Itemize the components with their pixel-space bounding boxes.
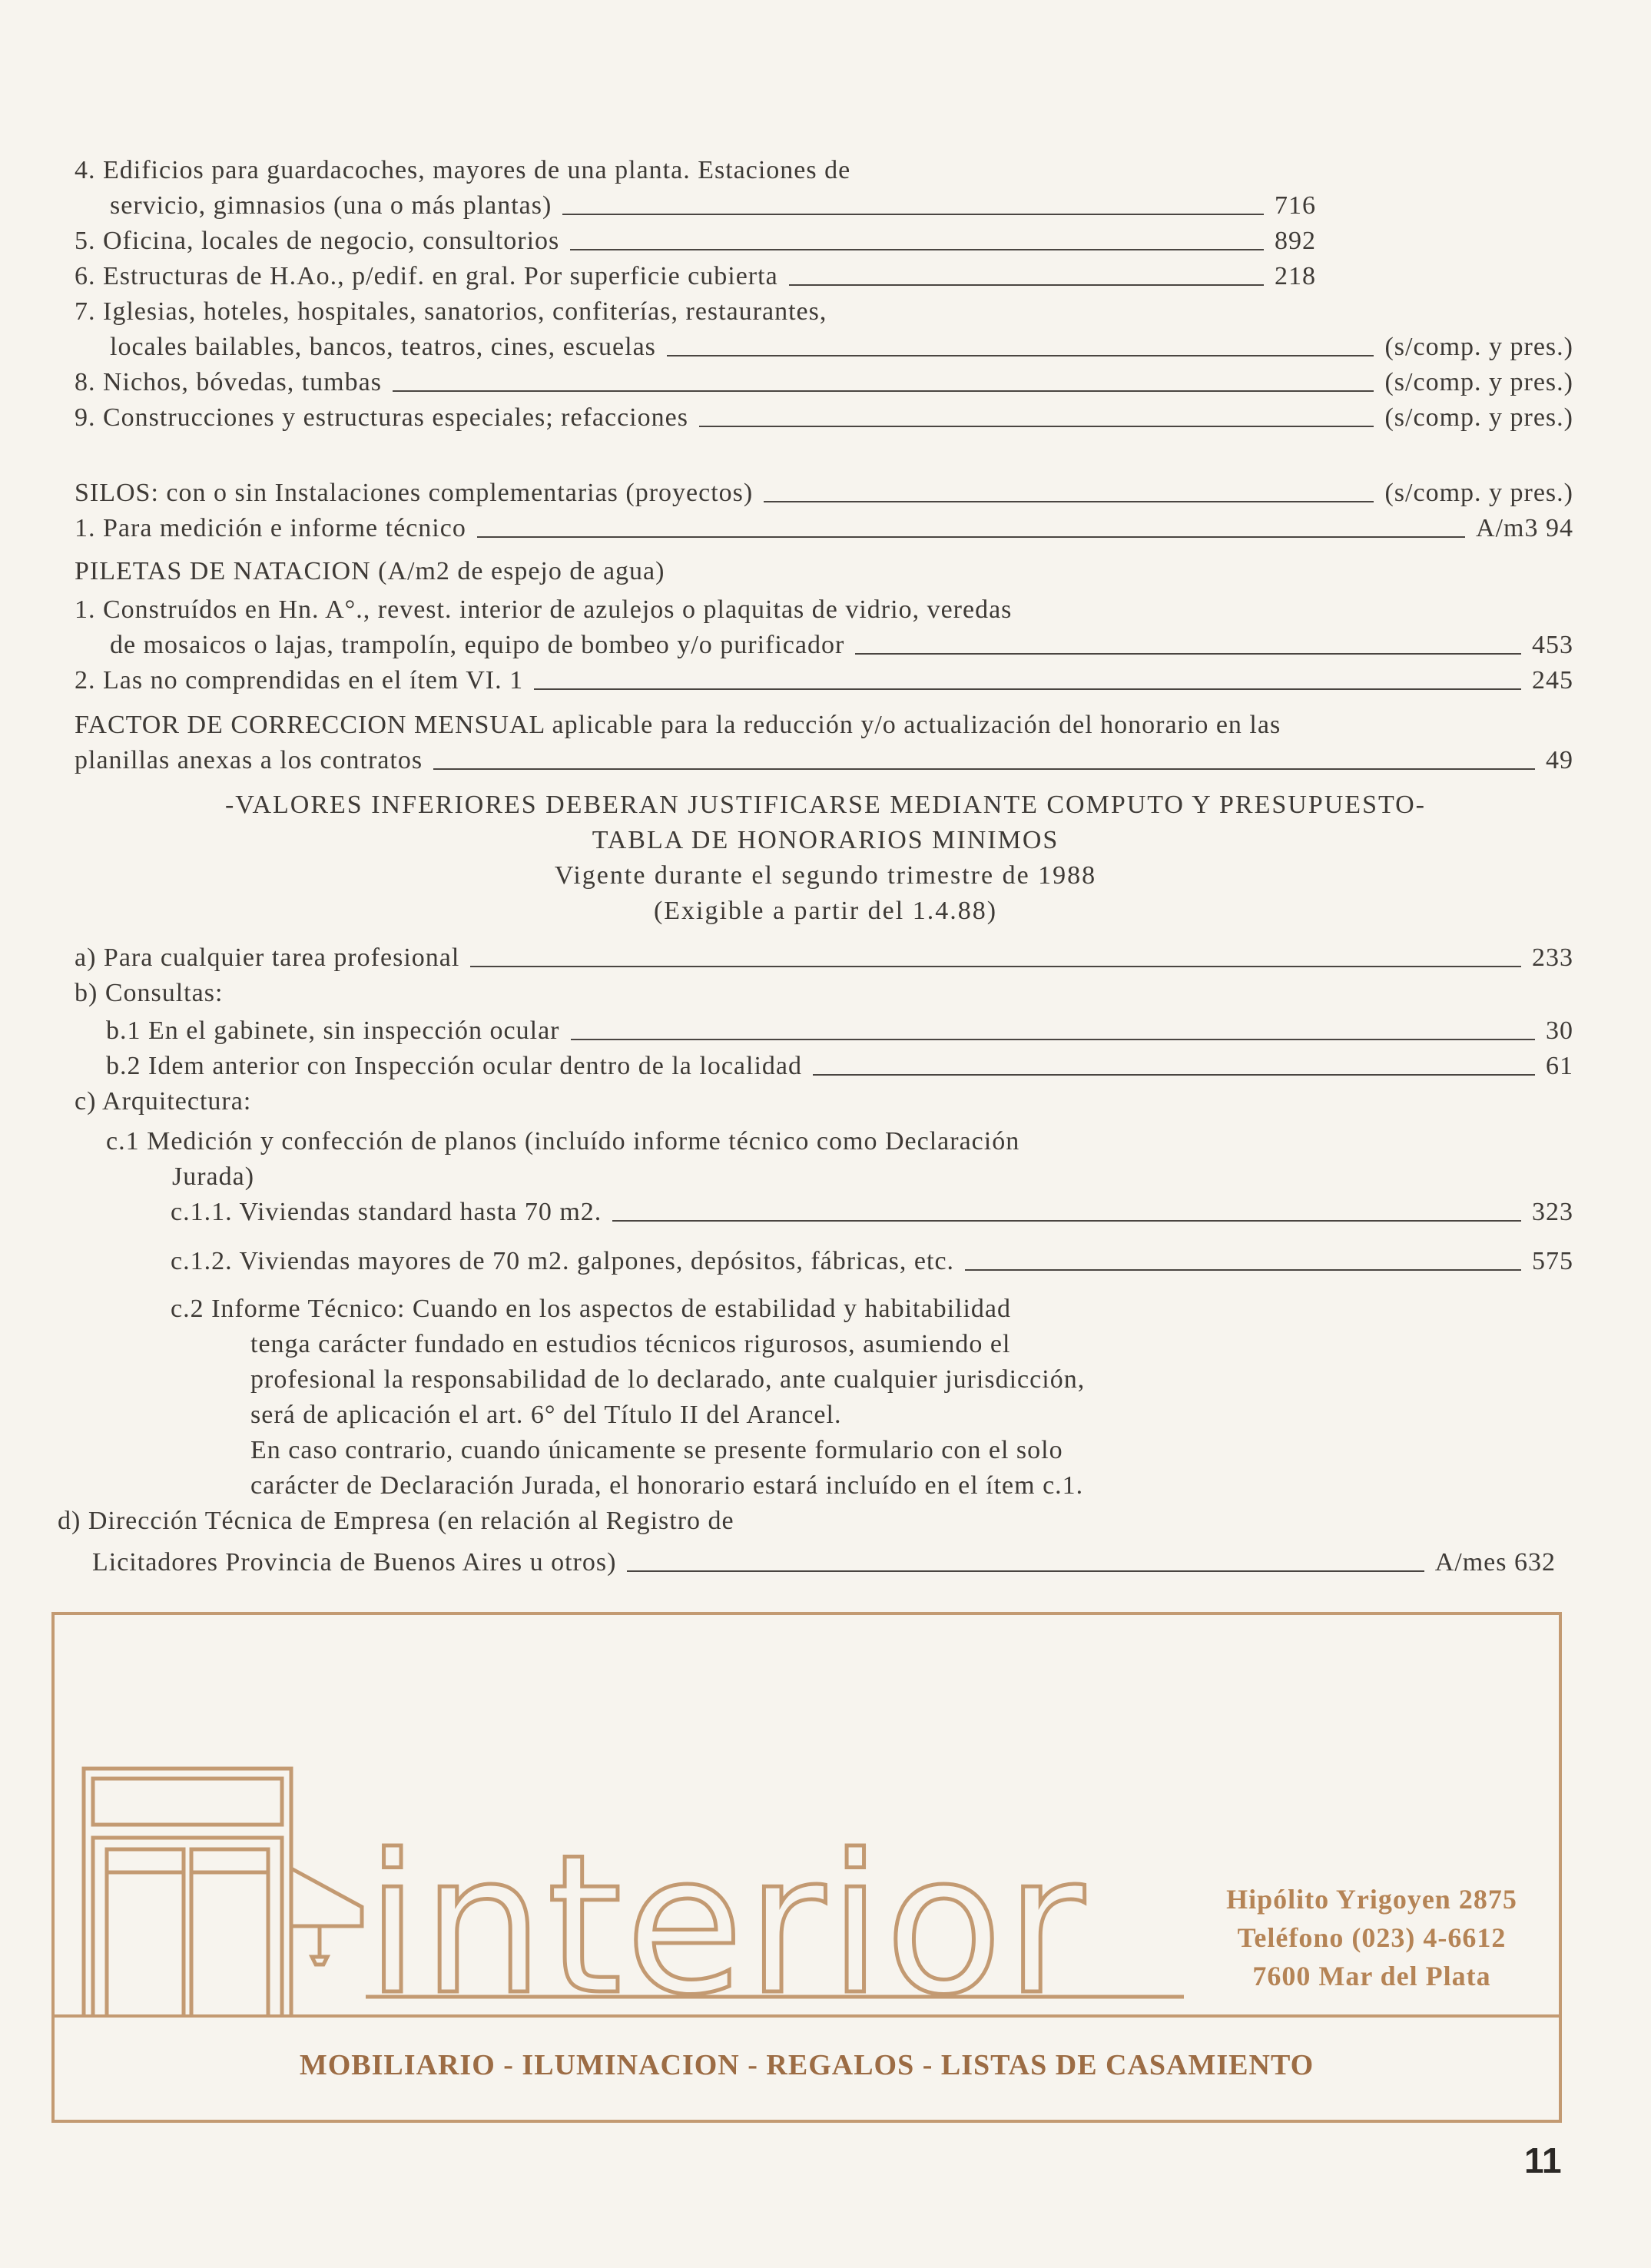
contact-block — [1201, 1880, 1543, 1995]
item-value: 61 — [1546, 1052, 1573, 1080]
hon-a — [75, 941, 1573, 975]
hon-b — [75, 976, 535, 1010]
hon-c2-line4 — [250, 1398, 1326, 1432]
item-value: (s/comp. y pres.) — [1384, 368, 1573, 396]
phone-text: Teléfono (023) 4-6612 — [1237, 1922, 1507, 1953]
item-text: c.1.1. Viviendas standard hasta 70 m2. — [171, 1198, 602, 1226]
item-text: a) Para cualquier tarea profesional — [75, 943, 460, 972]
factor-text: FACTOR DE CORRECCION MENSUAL aplicable para la reducción y/o actualización del honorario en las — [75, 711, 1281, 739]
section-heading: PILETAS DE NATACION (A/m2 de espejo de agua) — [75, 557, 665, 585]
item-text: En caso contrario, cuando únicamente se presente formulario con el solo — [250, 1436, 1063, 1464]
leader-line — [667, 355, 1374, 356]
item-value: 323 — [1532, 1198, 1573, 1226]
item-value: (s/comp. y pres.) — [1384, 403, 1573, 432]
warning-heading: -VALORES INFERIORES DEBERAN JUSTIFICARSE MEDIANTE COMPUTO Y PRESUPUESTO- — [224, 791, 1427, 819]
ad-slogan: MOBILIARIO - ILUMINACION - REGALOS - LISTAS DE CASAMIENTO — [299, 2049, 1315, 2081]
leader-line — [627, 1570, 1424, 1572]
leader-line — [965, 1269, 1521, 1271]
item-text: 7. Iglesias, hoteles, hospitales, sanatorios, confiterías, restaurantes, — [75, 297, 827, 326]
item-value: 218 — [1275, 262, 1316, 290]
hon-c1-line2 — [172, 1160, 479, 1194]
leader-line — [855, 653, 1521, 655]
hon-d-line2 — [92, 1546, 1556, 1580]
hon-c2-line1 — [171, 1292, 1323, 1326]
factor-text: planillas anexas a los contratos — [75, 746, 423, 774]
leader-line — [470, 966, 1521, 967]
leader-line — [813, 1074, 1535, 1076]
brand-wordmark: interior — [366, 1813, 1088, 2014]
city-text: 7600 Mar del Plata — [1252, 1961, 1491, 1991]
item-8 — [75, 366, 1573, 400]
exigible-text: (Exigible a partir del 1.4.88) — [653, 897, 998, 925]
table-title: TABLA DE HONORARIOS MINIMOS — [592, 826, 1059, 854]
item-text: d) Dirección Técnica de Empresa (en relación al Registro de — [58, 1507, 734, 1535]
storefront-icon — [84, 1769, 291, 2014]
item-value: 892 — [1275, 227, 1316, 255]
item-value: 245 — [1532, 666, 1573, 695]
address-text: Hipólito Yrigoyen 2875 — [1226, 1884, 1517, 1915]
item-text: Jurada) — [172, 1162, 255, 1191]
hon-b1 — [106, 1014, 1573, 1048]
item-text: profesional la responsabilidad de lo declarado, ante cualquier jurisdicción, — [250, 1365, 1086, 1394]
item-text: 4. Edificios para guardacoches, mayores de una planta. Estaciones de — [75, 156, 851, 184]
item-text: servicio, gimnasios (una o más plantas) — [110, 191, 552, 220]
item-text: c.2 Informe Técnico: Cuando en los aspectos de estabilidad y habitabilidad — [171, 1295, 1012, 1323]
period-text: Vigente durante el segundo trimestre de 1988 — [554, 861, 1097, 890]
hon-c — [75, 1085, 535, 1119]
item-6 — [75, 260, 1316, 293]
item-5 — [75, 224, 1316, 258]
item-text: c.1 Medición y confección de planos (incluído informe técnico como Declaración — [106, 1127, 1020, 1156]
page-number: 11 — [1524, 2140, 1562, 2180]
silos-item-1 — [75, 512, 1573, 545]
piletas-item-1-line1 — [75, 593, 1381, 627]
item-text: c) Arquitectura: — [75, 1087, 252, 1116]
leader-line — [570, 249, 1264, 250]
ad-divider — [55, 2014, 1559, 2018]
item-value: A/m3 94 — [1476, 514, 1573, 542]
item-4-line2 — [110, 189, 1316, 223]
hon-c1-line1 — [106, 1125, 1335, 1159]
hon-c2-line6 — [250, 1469, 1364, 1503]
leader-line — [699, 426, 1374, 427]
hon-c2-line5 — [250, 1434, 1326, 1467]
factor-value: 49 — [1546, 746, 1573, 774]
piletas-item-1-line2 — [110, 628, 1573, 662]
item-value: A/mes 632 — [1434, 1548, 1556, 1577]
item-text: locales bailables, bancos, teatros, cines, escuelas — [110, 333, 656, 361]
leader-line — [534, 688, 1521, 690]
hon-d-line1 — [58, 1504, 1056, 1538]
item-text: tenga carácter fundado en estudios técnicos rigurosos, asumiendo el — [250, 1330, 1011, 1358]
item-4-line1 — [75, 154, 1058, 187]
item-text: b.1 En el gabinete, sin inspección ocular — [106, 1016, 560, 1045]
leader-line — [562, 214, 1264, 215]
leader-line — [477, 536, 1465, 538]
item-value: 716 — [1275, 191, 1316, 220]
item-text: b.2 Idem anterior con Inspección ocular dentro de la localidad — [106, 1052, 802, 1080]
hon-c2-line2 — [250, 1328, 1326, 1361]
leader-line — [393, 390, 1374, 392]
item-7-line2 — [110, 330, 1573, 364]
item-value: (s/comp. y pres.) — [1384, 479, 1573, 507]
advertisement-box — [51, 1612, 1562, 2123]
item-text: Licitadores Provincia de Buenos Aires u otros) — [92, 1548, 617, 1577]
factor-line1 — [75, 708, 1580, 742]
item-text: c.1.2. Viviendas mayores de 70 m2. galpones, depósitos, fábricas, etc. — [171, 1247, 955, 1275]
item-text: será de aplicación el art. 6° del Título II del Arancel. — [250, 1401, 842, 1429]
item-text: b) Consultas: — [75, 979, 224, 1007]
leader-line — [612, 1220, 1521, 1222]
item-text: 1. Construídos en Hn. A°., revest. interior de azulejos o plaquitas de vidrio, veredas — [75, 595, 1013, 624]
hon-c2-line3 — [250, 1363, 1326, 1397]
item-7-line1 — [75, 295, 1073, 329]
piletas-item-2 — [75, 664, 1573, 698]
item-text: 8. Nichos, bóvedas, tumbas — [75, 368, 382, 396]
item-value: 453 — [1532, 631, 1573, 659]
item-text: de mosaicos o lajas, trampolín, equipo de bombeo y/o purificador — [110, 631, 845, 659]
item-text: 5. Oficina, locales de negocio, consultorios — [75, 227, 560, 255]
item-value: 30 — [1546, 1016, 1573, 1045]
item-text: SILOS: con o sin Instalaciones complementarias (proyectos) — [75, 479, 754, 507]
hon-c12 — [171, 1245, 1573, 1278]
item-value: 233 — [1532, 943, 1573, 972]
leader-line — [433, 768, 1535, 770]
hon-c11 — [171, 1195, 1573, 1229]
item-value: 575 — [1532, 1247, 1573, 1275]
leader-line — [764, 501, 1374, 502]
item-text: 9. Construcciones y estructuras especiales; refacciones — [75, 403, 688, 432]
leader-line — [571, 1039, 1536, 1040]
factor-line2 — [75, 744, 1573, 778]
item-text: 2. Las no comprendidas en el ítem VI. 1 — [75, 666, 524, 695]
item-9 — [75, 401, 1573, 435]
piletas-heading — [75, 555, 996, 589]
item-value: (s/comp. y pres.) — [1384, 333, 1573, 361]
item-text: carácter de Declaración Jurada, el honorario estará incluído en el ítem c.1. — [250, 1471, 1084, 1500]
silos-heading — [75, 476, 1573, 510]
item-text: 1. Para medición e informe técnico — [75, 514, 466, 542]
hon-b2 — [106, 1049, 1573, 1083]
item-text: 6. Estructuras de H.Ao., p/edif. en gral. Por superficie cubierta — [75, 262, 778, 290]
leader-line — [789, 284, 1264, 286]
